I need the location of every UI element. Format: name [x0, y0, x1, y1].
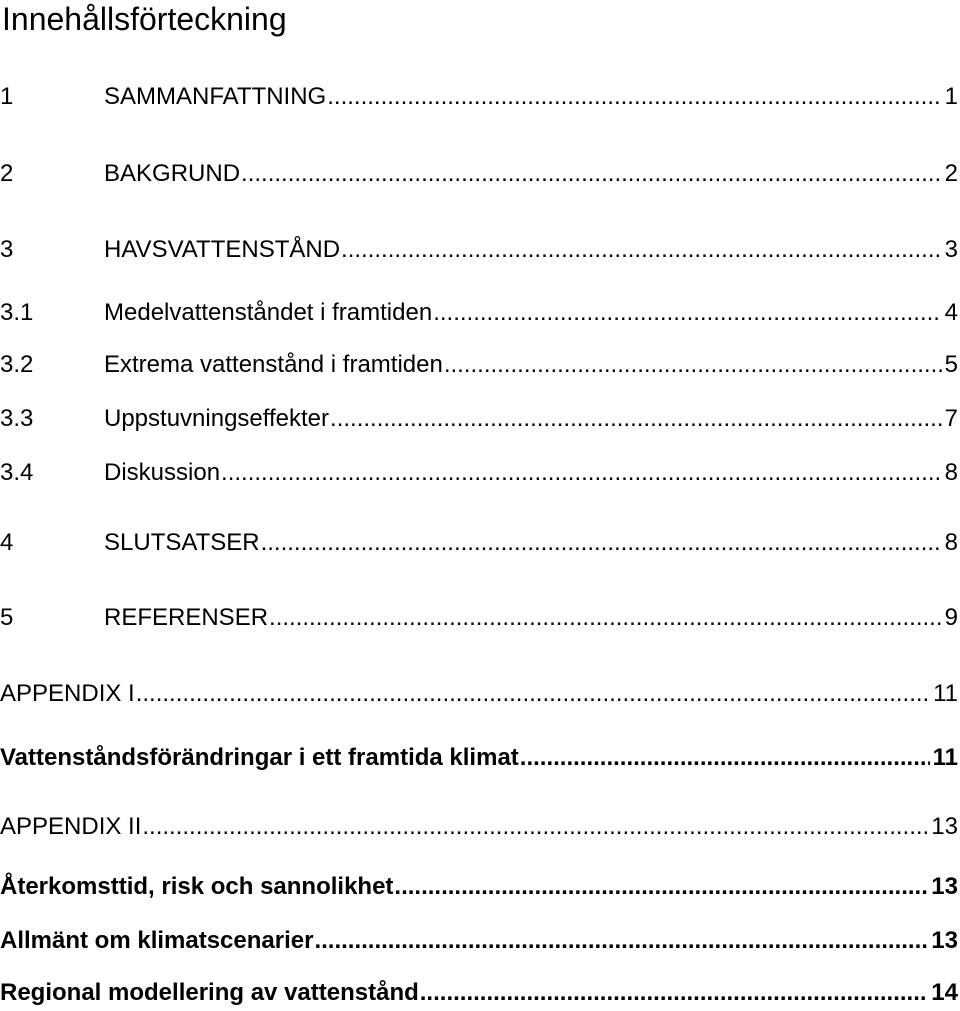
toc-entry-title: Extrema vattenstånd i framtiden — [104, 351, 443, 378]
toc-dot-leader — [269, 601, 942, 635]
toc-entry-appendix-1-sub[interactable] — [0, 741, 958, 775]
toc-entry-title: Medelvattenståndet i framtiden — [104, 299, 433, 326]
toc-entry-5[interactable] — [0, 601, 958, 635]
toc-dot-leader — [314, 924, 928, 958]
toc-entry-number: 2 — [0, 160, 14, 187]
toc-entry-page: 5 — [944, 351, 958, 378]
toc-entry-appendix-2-sub-2[interactable] — [0, 924, 958, 958]
toc-dot-leader — [330, 402, 942, 436]
page-title: Innehållsförteckning — [2, 1, 287, 37]
toc-entry-title: APPENDIX I — [0, 680, 135, 707]
toc-entry-page: 3 — [944, 236, 958, 263]
toc-entry-title: Vattenståndsförändringar i ett framtida klimat — [0, 744, 519, 771]
toc-entry-page: 13 — [931, 873, 958, 900]
toc-entry-title: APPENDIX II — [0, 813, 142, 840]
toc-dot-leader — [142, 810, 928, 844]
toc-dot-leader — [444, 348, 942, 382]
toc-entry-number: 1 — [0, 83, 14, 110]
toc-dot-leader — [136, 677, 930, 711]
toc-entry-page: 9 — [944, 604, 958, 631]
toc-entry-title: SLUTSATSER — [104, 529, 260, 556]
toc-dot-leader — [221, 456, 942, 490]
toc-entry-number: 3.2 — [0, 351, 34, 378]
toc-entry-4[interactable] — [0, 526, 958, 560]
toc-entry-2[interactable] — [0, 157, 958, 191]
toc-entry-page: 2 — [944, 160, 958, 187]
toc-entry-page: 7 — [944, 405, 958, 432]
toc-entry-title: Diskussion — [104, 459, 221, 486]
toc-entry-title: HAVSVATTENSTÅND — [104, 236, 341, 263]
toc-entry-3[interactable] — [0, 233, 958, 267]
toc-entry-number: 3.4 — [0, 459, 34, 486]
toc-entry-page: 13 — [931, 813, 958, 840]
toc-entry-appendix-2[interactable] — [0, 810, 958, 844]
toc-entry-title: REFERENSER — [104, 604, 269, 631]
toc-entry-title: Uppstuvningseffekter — [104, 405, 330, 432]
toc-dot-leader — [241, 157, 942, 191]
toc-dot-leader — [433, 296, 941, 330]
toc-entry-page: 14 — [931, 979, 958, 1006]
toc-entry-page: 11 — [932, 744, 958, 771]
toc-dot-leader — [520, 741, 930, 775]
toc-entry-number: 3 — [0, 236, 14, 263]
toc-entry-page: 4 — [944, 299, 958, 326]
toc-entry-page: 13 — [931, 927, 958, 954]
toc-dot-leader — [341, 233, 942, 267]
toc-entry-page: 8 — [944, 529, 958, 556]
toc-entry-page: 1 — [944, 83, 958, 110]
toc-dot-leader — [394, 870, 928, 904]
toc-entry-title: Återkomsttid, risk och sannolikhet — [0, 873, 394, 900]
toc-entry-title: Allmänt om klimatscenarier — [0, 927, 314, 954]
toc-entry-number: 3.1 — [0, 299, 34, 326]
toc-dot-leader — [327, 80, 941, 114]
toc-dot-leader — [420, 976, 929, 1010]
toc-dot-leader — [261, 526, 942, 560]
toc-entry-number: 4 — [0, 529, 14, 556]
toc-entry-3-1[interactable] — [0, 296, 958, 330]
toc-entry-3-4[interactable] — [0, 456, 958, 490]
toc-entry-3-2[interactable] — [0, 348, 958, 382]
toc-entry-1[interactable] — [0, 80, 958, 114]
toc-entry-title: BAKGRUND — [104, 160, 241, 187]
toc-entry-number: 5 — [0, 604, 14, 631]
toc-entry-page: 8 — [944, 459, 958, 486]
toc-entry-title: Regional modellering av vattenstånd — [0, 979, 419, 1006]
toc-entry-appendix-2-sub-1[interactable] — [0, 870, 958, 904]
toc-entry-number: 3.3 — [0, 405, 34, 432]
toc-entry-appendix-2-sub-3[interactable] — [0, 976, 958, 1010]
toc-entry-page: 11 — [933, 680, 958, 707]
toc-entry-3-3[interactable] — [0, 402, 958, 436]
toc-entry-appendix-1[interactable] — [0, 677, 958, 711]
toc-entry-title: SAMMANFATTNING — [104, 83, 327, 110]
